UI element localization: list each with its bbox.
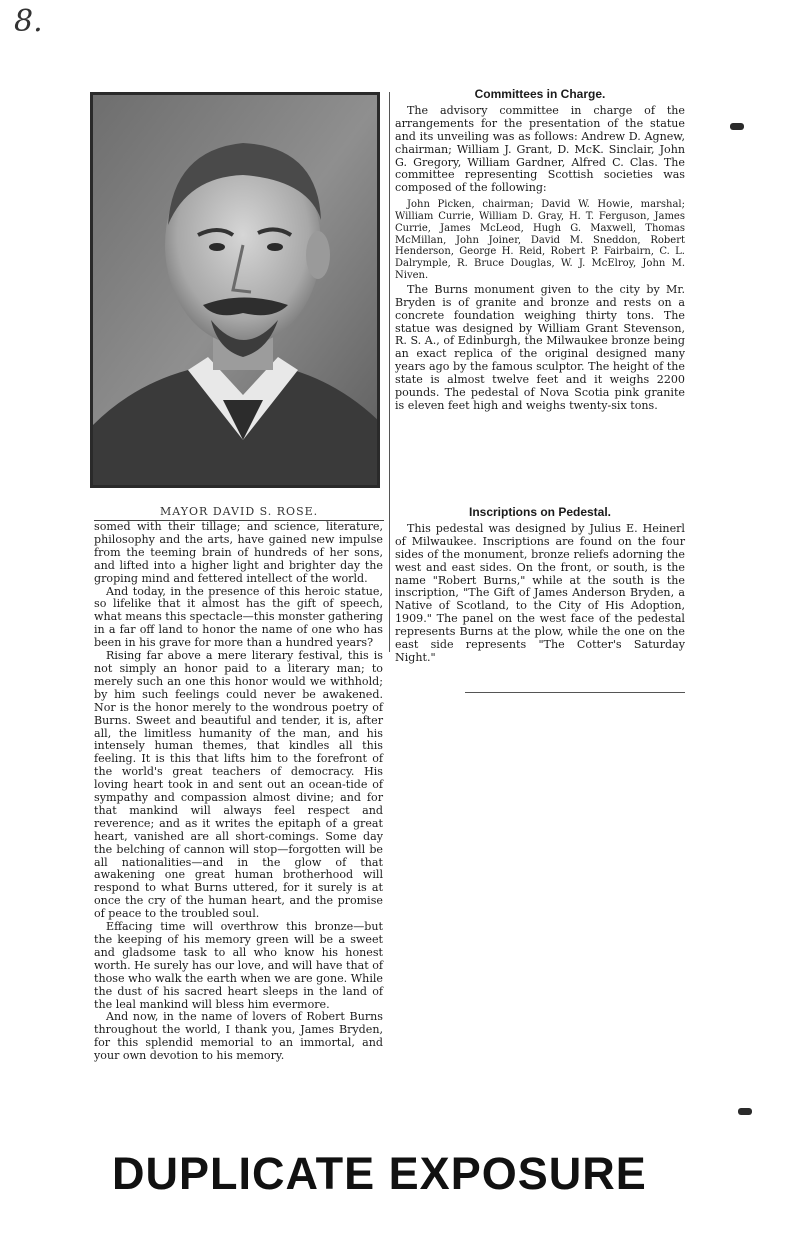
left-column [94,521,383,1063]
section-heading-committees: Committees in Charge. [474,87,606,101]
inscriptions-paragraph: This pedestal was designed by Julius E. Heinerl of Milwaukee. Inscriptions are found on the four sides of the monument, bronze reliefs adorning the west and east sides. On the front, or south, is the name "Robert Burns," while at the south is the inscription, "The Gift of James Anderson Bryden, a Native of Scotland, to the City of His Adoption, 1909." The panel on the west face of the pedestal represents Burns at the plow, while the one on the east side represents "The Cotter's Saturday Night." [395,521,685,664]
committee-names: John Picken, chairman; David W. Howie, marshal; William Currie, William D. Gray, H. T. Ferguson, James Currie, James McLeod, Hugh G. Maxwell, Thomas McMillan, John Joiner, David M. Sneddon, Robert Henderson, George H. Reid, Robert P. Fairbairn, C. L. Dalrymple, R. Bruce Douglas, W. J. McElroy, John M. Niven. [395,199,685,282]
committee-paragraph: The advisory committee in charge of the arrangements for the presentation of the statue and its unveiling was as follows: Andrew D. Agnew, chairman; William J. Grant, D. McK. Sinclair, John G. Gregory, William Gardner, Alfred C. Clas. The committee representing Scottish societies was composed of the following: [395,103,685,195]
edge-mark [738,1108,752,1115]
left-paragraph: Rising far above a mere literary festival, this is not simply an honor paid to a literary man; to merely such an one this honor would we withhold; by him such feelings could never be awakened. Nor is the honor merely to the wondrous poetry of Burns. Sweet and beautiful and tender, it is, after all, the limitless humanity of the man, and his intensely human themes, that kindles all this feeling. It is this that lifts him to the forefront of the world's great teachers of democracy. His loving heart took in and sent out an ocean-tide of sympathy and compassion almost divine; and for that mankind will always feel respect and reverence; and as it writes the epitaph of a great heart, vanished are all short-comings. Some day the belching of cannon will stop—forgotten will be all nationalities—and in the glow of that awakening one great human brotherhood will respond to what Burns uttered, for it surely is at once the cry of the human heart, and the promise of peace to the troubled soul. [94,649,383,921]
edge-mark [730,123,744,130]
end-rule [465,692,685,693]
page-number: 8. [14,4,43,39]
column-divider [389,92,390,652]
portrait-photo [90,92,380,488]
right-column [395,88,685,413]
left-paragraph: somed with their tillage; and science, literature, philosophy and the arts, have gained new impulse from the teeming brain of hundreds of her sons, and lifted into a higher light and brighter day the groping mind and fettered intellect of the world. [94,520,383,585]
photo-caption: MAYOR DAVID S. ROSE. [160,505,319,518]
monument-paragraph: The Burns monument given to the city by Mr. Bryden is of granite and bronze and rests on a concrete foundation weighing thirty tons. The statue was designed by William Grant Stevenson, R. S. A., of Edinburgh, the Milwaukee bronze being an exact replica of the original designed many years ago by the famous sculptor. The height of the state is almost twelve feet and it weighs 2200 pounds. The pedestal of Nova Scotia pink granite is eleven feet high and weighs twenty-six tons. [395,282,685,412]
duplicate-exposure-stamp: DUPLICATE EXPOSURE [112,1148,647,1199]
left-paragraph: And today, in the presence of this heroic statue, so lifelike that it almost has the gift of speech, what means this spectacle—this monster gathering in a far off land to honor the name of one who has been in his grave for more than a hundred years? [94,584,383,650]
right-column-lower [395,506,685,665]
left-paragraph: Effacing time will overthrow this bronze—but the keeping of his memory green will be a sweet and gladsome task to all who know his honest worth. He surely has our love, and will have that of those who walk the earth when we are gone. While the dust of his sacred heart sleeps in the land of the leal mankind will bless him evermore. [94,920,383,1011]
left-paragraph: And now, in the name of lovers of Robert Burns throughout the world, I thank you, James Bryden, for this splendid memorial to an immortal, and your own devotion to his memory. [94,1010,383,1063]
section-heading-inscriptions: Inscriptions on Pedestal. [468,505,612,519]
